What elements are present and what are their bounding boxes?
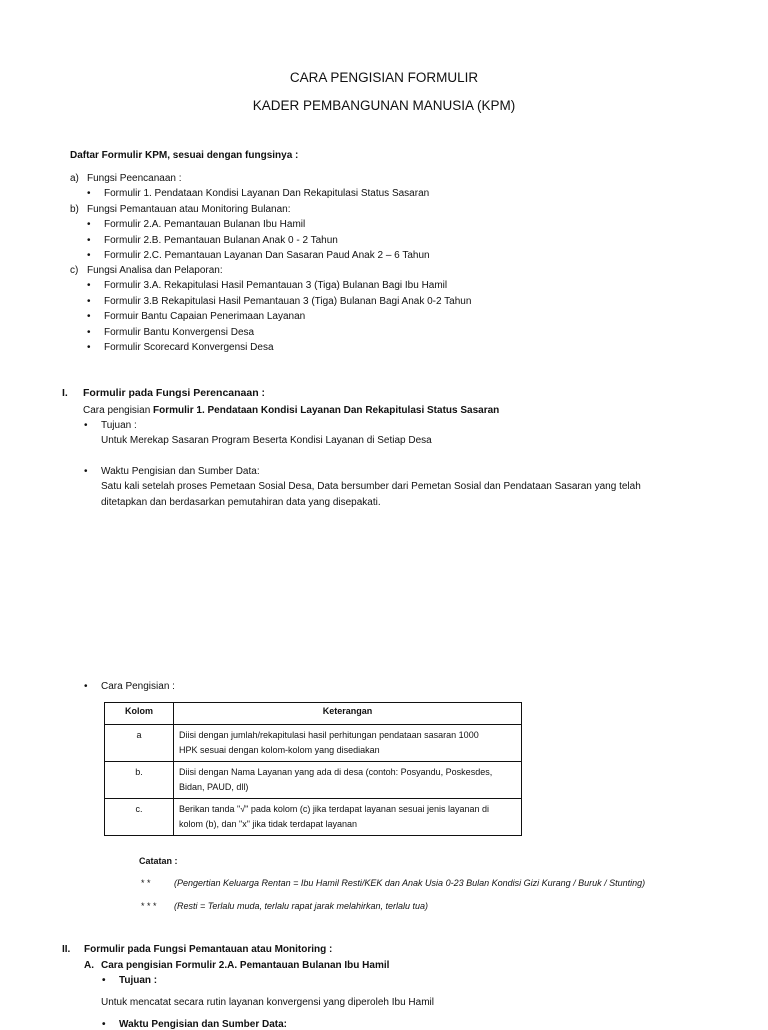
waktu-text-line1: Satu kali setelah proses Pemetaan Sosial Desa, Data bersumber dari Pemetan Sosial dan Pendataan Sasaran yang telah: [101, 481, 641, 492]
list-item: • Formulir 2.B. Pemantauan Bulanan Anak 0 - 2 Tahun: [104, 235, 338, 246]
note2-mark: * * *: [141, 901, 157, 911]
note1-mark: * *: [141, 878, 151, 888]
waktu-text-line2: ditetapkan dan berdasarkan pemutahiran data yang disepakati.: [101, 497, 381, 508]
section2-heading: Formulir pada Fungsi Pemantauan atau Monitoring :: [84, 944, 333, 955]
list-item: • Formuir Bantu Capaian Penerimaan Layanan: [104, 311, 305, 322]
cara-pengisian-label: • Cara Pengisian :: [101, 681, 175, 692]
list-item: • Formulir 2.A. Pemantauan Bulanan Ibu Hamil: [104, 219, 305, 230]
list-label-a: a): [70, 173, 79, 184]
list-item: • Formulir 1. Pendataan Kondisi Layanan Dan Rekapitulasi Status Sasaran: [104, 188, 429, 199]
document-title-line1: CARA PENGISIAN FORMULIR: [289, 70, 479, 85]
list-item: • Formulir 3.B Rekapitulasi Hasil Pemantauan 3 (Tiga) Bulanan Bagi Anak 0-2 Tahun: [104, 296, 471, 307]
list-item: • Formulir 3.A. Rekapitulasi Hasil Pemantauan 3 (Tiga) Bulanan Bagi Ibu Hamil: [104, 280, 447, 291]
section2-tujuan-label: • Tujuan :: [119, 975, 157, 986]
note2-text: (Resti = Terlalu muda, terlalu rapat jarak melahirkan, terlalu tua): [174, 901, 429, 911]
section2-tujuan-text: Untuk mencatat secara rutin layanan konvergensi yang diperoleh Ibu Hamil: [101, 997, 434, 1008]
section1-cara-line: [83, 405, 499, 416]
table-row: [105, 799, 522, 836]
cara-prefix: Cara pengisian: [83, 405, 154, 416]
column-header: Keterangan: [174, 703, 522, 725]
catatan-label: Catatan :: [139, 856, 178, 866]
section1-heading: Formulir pada Fungsi Perencanaan :: [83, 387, 266, 399]
list-label-b: b): [70, 204, 79, 215]
section2-number: II.: [62, 944, 71, 955]
section2-a-label: A.: [84, 960, 94, 971]
kolom-cell: c.: [105, 799, 174, 836]
document-title-line2: KADER PEMBANGUNAN MANUSIA (KPM): [252, 98, 516, 113]
section2-waktu-label: • Waktu Pengisian dan Sumber Data:: [119, 1019, 287, 1030]
tujuan-label: • Tujuan :: [101, 420, 137, 431]
list-item: • Formulir Scorecard Konvergensi Desa: [104, 342, 274, 353]
table-row: [105, 725, 522, 762]
fungsi-c-text: Fungsi Analisa dan Pelaporan:: [87, 265, 223, 276]
column-header: Kolom: [105, 703, 174, 725]
keterangan-cell: [174, 762, 522, 799]
waktu-label: • Waktu Pengisian dan Sumber Data:: [101, 466, 260, 477]
kolom-cell: a: [105, 725, 174, 762]
list-item: • Formulir Bantu Konvergensi Desa: [104, 327, 254, 338]
keterangan-line: Berikan tanda "√" pada kolom (c) jika terdapat layanan sesuai jenis layanan di: [179, 804, 490, 814]
note1-text: (Pengertian Keluarga Rentan = Ibu Hamil Resti/KEK dan Anak Usia 0-23 Bulan Kondisi Gizi Kurang / Buruk / Stunting): [174, 878, 646, 888]
keterangan-line: Diisi dengan Nama Layanan yang ada di desa (contoh: Posyandu, Poskesdes,: [179, 767, 493, 777]
daftar-heading: Daftar Formulir KPM, sesuai dengan fungsinya :: [70, 150, 299, 161]
keterangan-cell: [174, 725, 522, 762]
kolom-cell: b.: [105, 762, 174, 799]
list-item: • Formulir 2.C. Pemantauan Layanan Dan Sasaran Paud Anak 2 – 6 Tahun: [104, 250, 430, 261]
keterangan-line: kolom (b), dan "x" jika tidak terdapat layanan: [179, 819, 357, 829]
keterangan-line: Diisi dengan jumlah/rekapitulasi hasil perhitungan pendataan sasaran 1000: [179, 730, 479, 740]
section2-a-text: Cara pengisian Formulir 2.A. Pemantauan Bulanan Ibu Hamil: [101, 960, 390, 971]
fungsi-b-text: Fungsi Pemantauan atau Monitoring Bulanan:: [87, 204, 291, 215]
table-row: [105, 762, 522, 799]
table-header-row: [105, 703, 522, 725]
tujuan-text: Untuk Merekap Sasaran Program Beserta Kondisi Layanan di Setiap Desa: [101, 435, 432, 446]
section1-number: I.: [62, 387, 68, 399]
kolom-keterangan-table: [104, 702, 522, 836]
cara-form-title: Formulir 1. Pendataan Kondisi Layanan Dan Rekapitulasi Status Sasaran: [153, 405, 500, 416]
keterangan-line: Bidan, PAUD, dll): [179, 782, 249, 792]
list-label-c: c): [70, 265, 79, 276]
fungsi-a-text: Fungsi Peencanaan :: [87, 173, 182, 184]
keterangan-line: HPK sesuai dengan kolom-kolom yang disediakan: [179, 745, 380, 755]
keterangan-cell: [174, 799, 522, 836]
